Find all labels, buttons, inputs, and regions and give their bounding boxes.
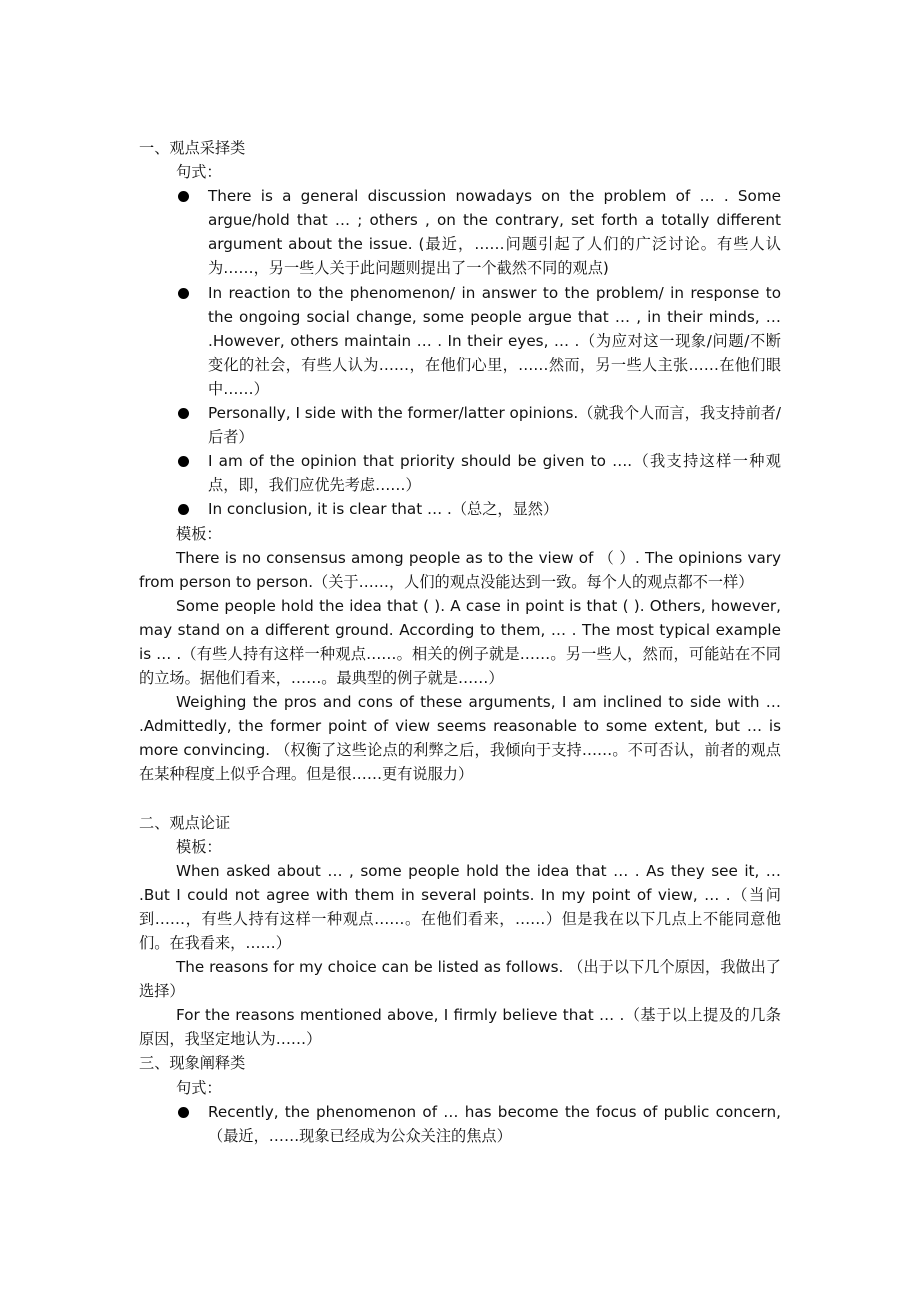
document-body — [139, 136, 781, 1148]
section-3-heading: 三、现象阐释类 — [139, 1054, 246, 1073]
section-3-bullet-list — [139, 1100, 781, 1148]
template-paragraph: The reasons for my choice can be listed as follows. （出于以下几个原因，我做出了选择） — [139, 958, 781, 1001]
section-3-sentence-label: 句式： — [176, 1078, 222, 1097]
section-1-sentence-label: 句式： — [176, 163, 222, 182]
section-2-heading: 二、观点论证 — [139, 813, 231, 832]
template-paragraph: For the reasons mentioned above, I firmly believe that … .（基于以上提及的几条原因，我坚定地认为……） — [139, 1006, 781, 1049]
section-1-bullet-list — [139, 184, 781, 521]
template-paragraph: Weighing the pros and cons of these arguments, I am inclined to side with … .Admittedly, the former point of view seems reasonable to some extent, but … is more convincing. （权衡了这些论点的利弊之后，我倾向于支持……。不可否认，前者的观点在某种程度上似乎合理。但是很……更有说服力） — [139, 693, 781, 784]
section-spacer — [139, 787, 781, 811]
section-1-template-label: 模板： — [176, 524, 222, 543]
section-2-template-label: 模板： — [176, 837, 222, 856]
bullet-item: There is a general discussion nowadays on the problem of … . Some argue/hold that … ; others , on the contrary, set forth a totally different argument about the issue. (最近，……问题引起了人们的广泛讨论。有些人认为……，另一些人关于此问题则提出了一个截然不同的观点) — [176, 184, 781, 280]
template-paragraph: There is no consensus among people as to the view of （ ）. The opinions vary from person to person.（关于……，人们的观点没能达到一致。每个人的观点都不一样） — [139, 548, 781, 591]
bullet-item: In reaction to the phenomenon/ in answer to the problem/ in response to the ongoing social change, some people argue that … , in their minds, … .However, others maintain … . In their eyes, … .（为应对这一现象/问题/不断变化的社会，有些人认为……，在他们心里，……然而，另一些人主张……在他们眼中……） — [176, 281, 781, 401]
template-paragraph: Some people hold the idea that ( ). A case in point is that ( ). Others, however, may stand on a different ground. According to them, … . The most typical example is … .（有些人持有这样一种观点……。相关的例子就是……。另一些人，然而，可能站在不同的立场。据他们看来，……。最典型的例子就是……） — [139, 596, 781, 688]
bullet-item: Recently, the phenomenon of … has become the focus of public concern,（最近，……现象已经成为公众关注的焦点） — [176, 1100, 781, 1148]
template-paragraph: When asked about … , some people hold the idea that … . As they see it, … .But I could not agree with them in several points. In my point of view, … .（当问到……，有些人持有这样一种观点……。在他们看来，……）但是我在以下几点上不能同意他们。在我看来，……） — [139, 861, 781, 952]
bullet-item: I am of the opinion that priority should be given to ….（我支持这样一种观点，即，我们应优先考虑……） — [176, 449, 781, 497]
section-1-heading: 一、观点采择类 — [139, 139, 246, 157]
bullet-item: In conclusion, it is clear that … .（总之，显然） — [176, 497, 781, 521]
bullet-item: Personally, I side with the former/latter opinions.（就我个人而言，我支持前者/后者） — [176, 401, 781, 449]
